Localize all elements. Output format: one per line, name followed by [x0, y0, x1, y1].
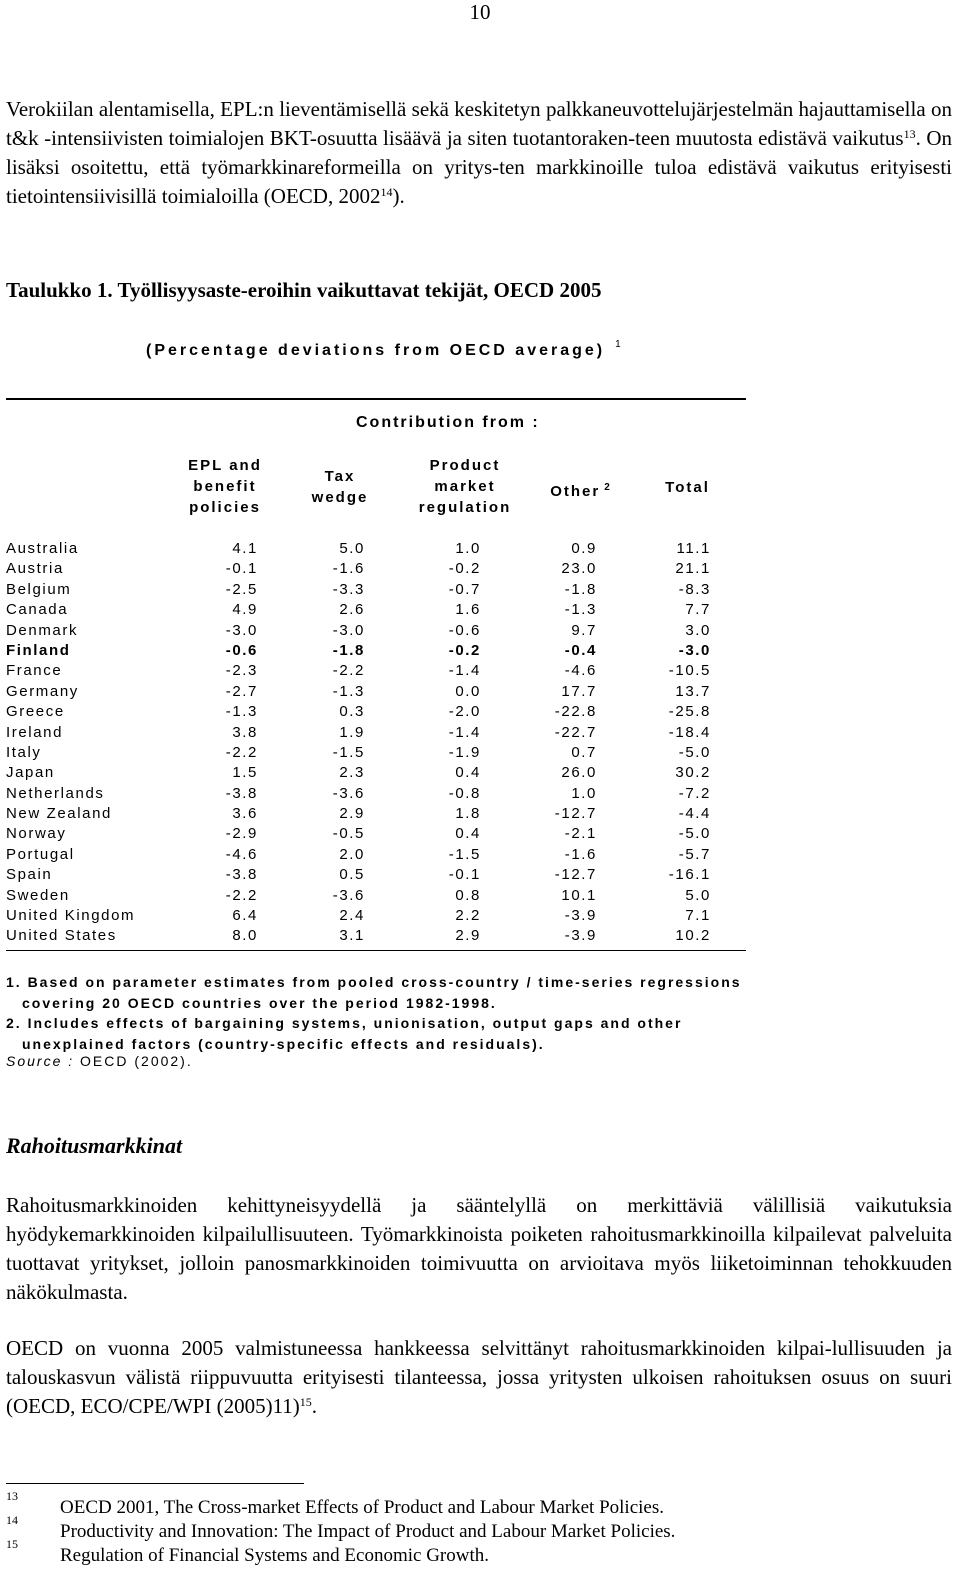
country-cell: Belgium	[6, 580, 72, 598]
epl-cell: -3.8	[225, 866, 258, 884]
table-row	[6, 784, 746, 804]
other-cell: 26.0	[561, 764, 597, 782]
table-caption: Taulukko 1. Työllisyysaste-eroihin vaikuttavat tekijät, OECD 2005	[6, 278, 602, 302]
col-header-product-line: regulation	[418, 499, 512, 516]
other-cell: -4.6	[564, 662, 597, 680]
tax-wedge-cell: -1.3	[332, 682, 365, 700]
epl-cell: -4.6	[225, 845, 258, 863]
tax-wedge-cell: -2.2	[332, 662, 365, 680]
tax-wedge-cell: -3.6	[332, 784, 365, 802]
table-body	[6, 539, 746, 947]
tax-wedge-cell: -1.6	[332, 560, 365, 578]
epl-cell: 4.9	[232, 601, 258, 619]
source-label: Source :	[6, 1053, 75, 1069]
table-row	[6, 865, 746, 885]
table-note-2	[6, 1013, 682, 1054]
country-cell: New Zealand	[6, 805, 112, 823]
country-cell: Finland	[6, 641, 71, 659]
country-cell: Canada	[6, 601, 69, 619]
table-row	[6, 804, 746, 824]
epl-cell: 3.8	[232, 723, 258, 741]
section-heading: Rahoitusmarkkinat	[6, 1133, 183, 1158]
epl-cell: 8.0	[232, 927, 258, 945]
intro-text-end: ).	[392, 184, 405, 208]
other-cell: -22.7	[554, 723, 597, 741]
epl-cell: -2.2	[225, 743, 258, 761]
product-market-cell: 0.4	[455, 764, 481, 782]
product-market-cell: -0.1	[448, 866, 481, 884]
footnote-ref-13: 13	[903, 127, 916, 141]
total-cell: 11.1	[676, 540, 711, 557]
other-cell: -3.9	[564, 907, 597, 925]
epl-cell: -3.0	[225, 621, 258, 639]
other-cell: -22.8	[554, 703, 597, 721]
footnote-text: Regulation of Financial Systems and Economic Growth.	[60, 1545, 490, 1566]
country-cell: Sweden	[6, 886, 70, 904]
other-cell: 10.1	[561, 886, 597, 904]
table-row	[6, 559, 746, 579]
col-header-other-text: Other	[550, 483, 601, 500]
epl-cell: -2.5	[225, 580, 258, 598]
total-cell: -3.0	[678, 641, 711, 659]
intro-paragraph	[6, 95, 952, 211]
footnote-ref-15: 15	[299, 1395, 312, 1409]
table-subtitle-text: (Percentage deviations from OECD average)	[146, 342, 606, 359]
footnote-number: 15	[6, 1537, 18, 1551]
tax-wedge-cell: -3.3	[332, 580, 365, 598]
col-header-tax	[290, 466, 390, 508]
intro-text-cont: . On lisäksi osoitettu, että työmarkkinareformeilla on yritys-ten markkinoille tuloa edistävä vaikutus erityisesti tietointensiivisillä toimialoilla (OECD, 2002	[6, 126, 952, 208]
country-cell: Japan	[6, 764, 55, 782]
epl-cell: 4.1	[232, 540, 258, 557]
country-cell: United States	[6, 927, 117, 945]
total-cell: -8.3	[678, 580, 711, 598]
col-header-epl-line: benefit	[193, 478, 257, 495]
total-cell: 7.7	[685, 601, 711, 619]
tax-wedge-cell: -1.5	[332, 743, 365, 761]
col-header-epl-line: policies	[189, 499, 261, 516]
epl-cell: 1.5	[232, 764, 258, 782]
table-row	[6, 763, 746, 783]
table-row	[6, 723, 746, 743]
epl-cell: -1.3	[225, 703, 258, 721]
product-market-cell: -0.6	[448, 621, 481, 639]
col-header-product-line: Product	[429, 457, 501, 474]
table-row	[6, 886, 746, 906]
table-note-2-line: 2. Includes effects of bargaining systems, unionisation, output gaps and other	[6, 1015, 683, 1031]
col-header-tax-line: Tax	[324, 468, 356, 485]
col-header-other	[530, 477, 630, 502]
table-source	[6, 1053, 193, 1069]
section-paragraph-2	[6, 1334, 952, 1421]
footnote-text: Productivity and Innovation: The Impact of Product and Labour Market Policies.	[60, 1521, 676, 1542]
total-cell: -10.5	[668, 662, 711, 680]
col-header-product-market	[400, 455, 530, 518]
col-header-product-line: market	[434, 478, 496, 495]
epl-cell: 6.4	[232, 907, 258, 925]
section-paragraph-2-text: OECD on vuonna 2005 valmistuneessa hankkeessa selvittänyt rahoitusmarkkinoiden kilpai-lullisuuden ja talouskasvun välistä riippuvuutta erityisesti tilanteessa, jossa yritysten ulkoisen rahoituksen osuus on suuri (OECD, ECO/CPE/WPI (2005)11)	[6, 1336, 952, 1418]
country-cell: Australia	[6, 540, 79, 557]
table-row	[6, 926, 746, 946]
other-cell: -12.7	[554, 805, 597, 823]
col-header-epl-line: EPL and	[188, 457, 262, 474]
table-note-2-line: unexplained factors (country-specific effects and residuals).	[22, 1035, 545, 1052]
other-cell: 9.7	[571, 621, 597, 639]
product-market-cell: -1.5	[448, 845, 481, 863]
total-cell: -7.2	[678, 784, 711, 802]
tax-wedge-cell: 2.9	[339, 805, 365, 823]
country-cell: United Kingdom	[6, 907, 136, 925]
footnote-ref-14: 14	[380, 185, 393, 199]
tax-wedge-cell: -1.8	[332, 641, 365, 659]
country-cell: Ireland	[6, 723, 64, 741]
product-market-cell: -1.9	[448, 743, 481, 761]
table-note-1-line: covering 20 OECD countries over the period 1982-1998.	[22, 994, 497, 1011]
footnote-text: OECD 2001, The Cross-market Effects of Product and Labour Market Policies.	[60, 1497, 665, 1518]
epl-cell: 3.6	[232, 805, 258, 823]
col-header-total: Total	[665, 479, 710, 496]
product-market-cell: 2.9	[455, 927, 481, 945]
total-cell: -5.0	[678, 743, 711, 761]
total-cell: 5.0	[685, 886, 711, 904]
section-paragraph-2-end: .	[311, 1394, 318, 1418]
tax-wedge-cell: 2.6	[339, 601, 365, 619]
table-row	[6, 539, 746, 559]
tax-wedge-cell: 1.9	[339, 723, 365, 741]
tax-wedge-cell: 0.3	[339, 703, 365, 721]
other-cell: -1.8	[564, 580, 597, 598]
total-cell: -5.7	[678, 845, 711, 863]
col-header-tax-line: wedge	[311, 489, 369, 506]
table-row	[6, 682, 746, 702]
country-cell: Denmark	[6, 621, 79, 639]
country-cell: France	[6, 662, 63, 680]
product-market-cell: 0.0	[455, 682, 481, 700]
tax-wedge-cell: -3.0	[332, 621, 365, 639]
table-subtitle	[146, 339, 621, 360]
tax-wedge-cell: -0.5	[332, 825, 365, 843]
table-row	[6, 702, 746, 722]
epl-cell: -2.7	[225, 682, 258, 700]
other-cell: -12.7	[554, 866, 597, 884]
table-note-1	[6, 972, 742, 1013]
table-row	[6, 580, 746, 600]
country-cell: Norway	[6, 825, 67, 843]
epl-cell: -0.6	[225, 641, 258, 659]
tax-wedge-cell: 2.4	[339, 907, 365, 925]
total-cell: 7.1	[685, 907, 711, 925]
product-market-cell: -0.7	[448, 580, 481, 598]
epl-cell: -3.8	[225, 784, 258, 802]
other-cell: 0.9	[571, 540, 597, 557]
total-cell: -4.4	[678, 805, 711, 823]
country-cell: Greece	[6, 703, 65, 721]
table-row	[6, 824, 746, 844]
country-cell: Netherlands	[6, 784, 105, 802]
source-text: OECD (2002).	[80, 1053, 193, 1069]
product-market-cell: -2.0	[448, 703, 481, 721]
table-row	[6, 621, 746, 641]
product-market-cell: 0.4	[455, 825, 481, 843]
country-cell: Italy	[6, 743, 42, 761]
tax-wedge-cell: 2.0	[339, 845, 365, 863]
tax-wedge-cell: -3.6	[332, 886, 365, 904]
product-market-cell: -0.2	[448, 641, 481, 659]
other-cell: -3.9	[564, 927, 597, 945]
tax-wedge-cell: 2.3	[339, 764, 365, 782]
other-cell: -0.4	[564, 641, 597, 659]
total-cell: -5.0	[678, 825, 711, 843]
footnote-rule	[6, 1483, 304, 1484]
other-cell: -2.1	[564, 825, 597, 843]
table-row	[6, 906, 746, 926]
tax-wedge-cell: 0.5	[339, 866, 365, 884]
table-note-ref-2: 2	[604, 482, 610, 493]
other-cell: 17.7	[561, 682, 597, 700]
product-market-cell: -0.8	[448, 784, 481, 802]
country-cell: Spain	[6, 866, 53, 884]
table-row	[6, 600, 746, 620]
other-cell: 0.7	[571, 743, 597, 761]
product-market-cell: 2.2	[455, 907, 481, 925]
epl-cell: -2.9	[225, 825, 258, 843]
table-row	[6, 641, 746, 661]
other-cell: 1.0	[571, 784, 597, 802]
total-cell: 13.7	[675, 682, 711, 700]
other-cell: -1.3	[564, 601, 597, 619]
table-top-rule	[6, 398, 746, 400]
product-market-cell: 1.6	[455, 601, 481, 619]
footnote-number: 13	[6, 1489, 18, 1503]
footnote-number: 14	[6, 1513, 18, 1527]
epl-cell: -0.1	[225, 560, 258, 578]
product-market-cell: -1.4	[448, 662, 481, 680]
product-market-cell: 1.0	[455, 540, 481, 557]
other-cell: 23.0	[561, 560, 597, 578]
table-bottom-rule	[6, 950, 746, 951]
total-cell: -25.8	[668, 703, 711, 721]
total-cell: 10.2	[675, 927, 711, 945]
section-paragraph-1: Rahoitusmarkkinoiden kehittyneisyydellä ja sääntelyllä on merkittäviä välillisiä vaikutuksia hyödykemarkkinoiden kilpailullisuuteen. Työmarkkinoista poiketen rahoitusmarkkinoilla kilpailevat palveluita tuottavat yritykset, jolloin panosmarkkinoiden toimivuutta on arvioitava myös liiketoiminnan tehokkuuden näkökulmasta.	[6, 1193, 952, 1304]
product-market-cell: 1.8	[455, 805, 481, 823]
total-cell: -18.4	[668, 723, 711, 741]
total-cell: -16.1	[668, 866, 711, 884]
table-row	[6, 743, 746, 763]
country-cell: Germany	[6, 682, 79, 700]
table-note-ref-1: 1	[615, 339, 621, 350]
table-note-1-line: 1. Based on parameter estimates from pooled cross-country / time-series regressions	[6, 974, 742, 990]
page-number: 10	[469, 0, 491, 24]
product-market-cell: -1.4	[448, 723, 481, 741]
total-cell: 30.2	[675, 764, 711, 782]
col-header-epl	[160, 455, 290, 518]
product-market-cell: -0.2	[448, 560, 481, 578]
contribution-header: Contribution from :	[356, 414, 540, 431]
country-cell: Portugal	[6, 845, 75, 863]
country-cell: Austria	[6, 560, 64, 578]
intro-text: Verokiilan alentamisella, EPL:n lieventämisellä sekä keskitetyn palkkaneuvottelujärjestelmän hajauttamisella on t&k -intensiivisten toimialojen BKT-osuutta lisäävä ja siten tuotantoraken-teen muutosta edistävä vaikutus	[6, 97, 952, 150]
table-row	[6, 661, 746, 681]
tax-wedge-cell: 3.1	[339, 927, 365, 945]
table-row	[6, 845, 746, 865]
product-market-cell: 0.8	[455, 886, 481, 904]
other-cell: -1.6	[564, 845, 597, 863]
total-cell: 3.0	[685, 621, 711, 639]
epl-cell: -2.3	[225, 662, 258, 680]
total-cell: 21.1	[675, 560, 711, 578]
tax-wedge-cell: 5.0	[339, 540, 365, 557]
epl-cell: -2.2	[225, 886, 258, 904]
